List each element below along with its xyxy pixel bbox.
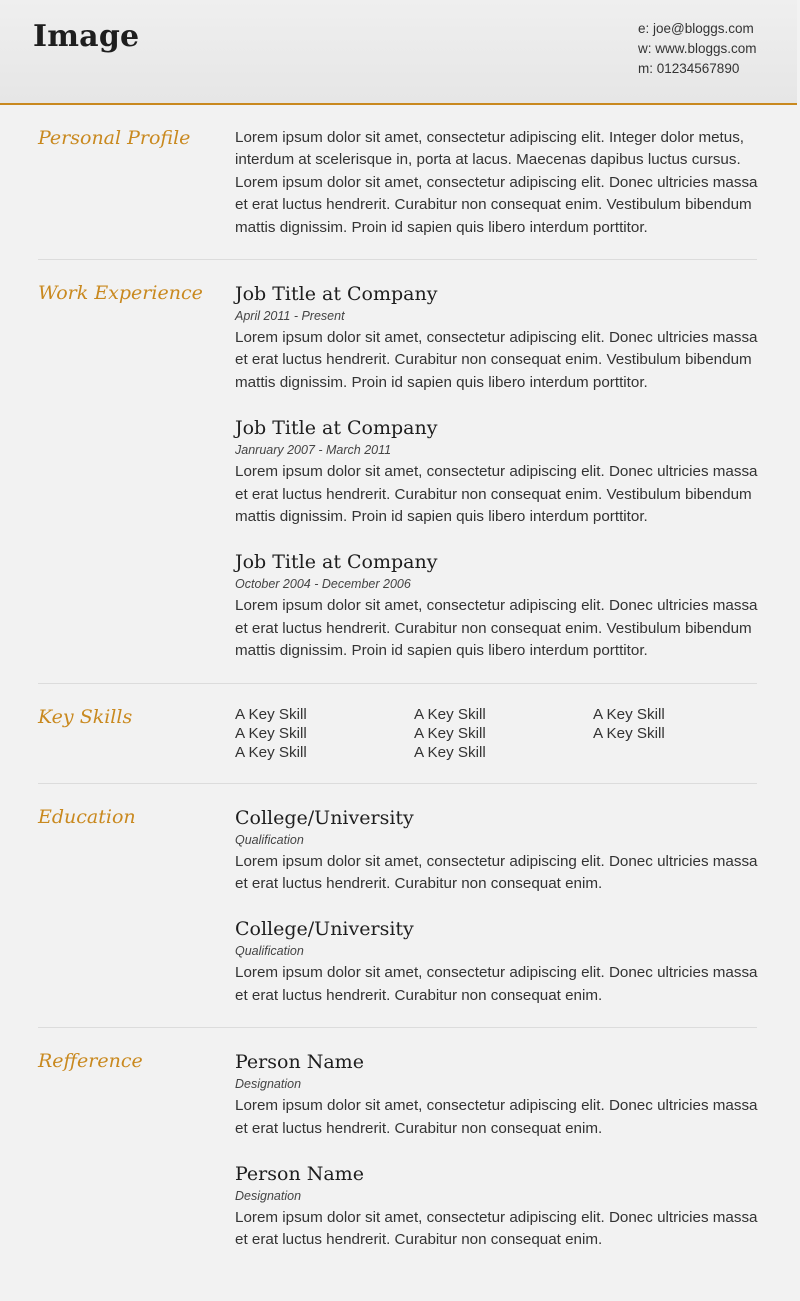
section-title-work-experience: Work Experience bbox=[38, 282, 203, 305]
job-title: Job Title at Company bbox=[235, 417, 438, 440]
job-entry bbox=[235, 416, 760, 528]
section-personal-profile bbox=[38, 105, 757, 260]
contact-email: e: joe@bloggs.com bbox=[638, 21, 754, 36]
skill-item: A Key Skill bbox=[414, 724, 486, 742]
section-education bbox=[38, 784, 757, 1029]
reference-name: Person Name bbox=[235, 1163, 364, 1186]
contact-website: w: www.bloggs.com bbox=[638, 41, 757, 56]
section-title-reference: Refference bbox=[38, 1050, 143, 1073]
skill-item: A Key Skill bbox=[414, 705, 486, 723]
section-title-education: Education bbox=[38, 805, 136, 828]
section-body-key-skills bbox=[235, 705, 760, 763]
skills-list bbox=[235, 705, 760, 763]
skill-item: A Key Skill bbox=[235, 705, 307, 723]
education-description: Lorem ipsum dolor sit amet, consectetur adipiscing elit. Donec ultricies massa et erat luctus hendrerit. Curabitur non consequat enim. bbox=[235, 852, 758, 892]
job-description: Lorem ipsum dolor sit amet, consectetur adipiscing elit. Donec ultricies massa et erat luctus hendrerit. Curabitur non consequat enim. Vestibulum bibendum mattis dignissim. Proin id sapien quis libero interdum porttitor. bbox=[235, 597, 758, 660]
education-qualification: Qualification bbox=[235, 944, 304, 959]
job-title: Job Title at Company bbox=[235, 283, 438, 306]
skill-item: A Key Skill bbox=[593, 705, 665, 723]
skill-item: A Key Skill bbox=[235, 724, 307, 742]
education-entry bbox=[235, 917, 760, 1007]
job-dates: April 2011 - Present bbox=[235, 309, 345, 324]
job-dates: Janruary 2007 - March 2011 bbox=[235, 443, 392, 458]
contact-mobile: m: 01234567890 bbox=[638, 61, 740, 76]
job-entry bbox=[235, 282, 760, 394]
education-description: Lorem ipsum dolor sit amet, consectetur adipiscing elit. Donec ultricies massa et erat luctus hendrerit. Curabitur non consequat enim. bbox=[235, 964, 758, 1004]
resume-content bbox=[38, 105, 757, 1272]
reference-name: Person Name bbox=[235, 1051, 364, 1074]
section-reference bbox=[38, 1028, 757, 1272]
section-work-experience bbox=[38, 260, 757, 684]
resume-name: Image bbox=[33, 19, 140, 54]
education-qualification: Qualification bbox=[235, 832, 304, 847]
skill-item: A Key Skill bbox=[235, 744, 307, 762]
job-entry bbox=[235, 550, 760, 662]
reference-description: Lorem ipsum dolor sit amet, consectetur adipiscing elit. Donec ultricies massa et erat luctus hendrerit. Curabitur non consequat enim. bbox=[235, 1097, 758, 1137]
section-title-personal-profile: Personal Profile bbox=[38, 127, 191, 149]
section-body-education bbox=[235, 806, 760, 1008]
reference-description: Lorem ipsum dolor sit amet, consectetur adipiscing elit. Donec ultricies massa et erat luctus hendrerit. Curabitur non consequat enim. bbox=[235, 1209, 758, 1249]
section-body-personal-profile bbox=[235, 127, 760, 239]
job-description: Lorem ipsum dolor sit amet, consectetur adipiscing elit. Donec ultricies massa et erat luctus hendrerit. Curabitur non consequat enim. Vestibulum bibendum mattis dignissim. Proin id sapien quis libero interdum porttitor. bbox=[235, 329, 758, 391]
contact-list bbox=[638, 19, 757, 79]
resume-header bbox=[0, 0, 797, 105]
job-title: Job Title at Company bbox=[235, 551, 438, 574]
skill-item: A Key Skill bbox=[593, 724, 665, 742]
profile-text: Lorem ipsum dolor sit amet, consectetur adipiscing elit. Integer dolor metus, interdum at scelerisque in, porta at lacus. Maecenas dapibus luctus cursus. Lorem ipsum dolor sit amet, consectetur adipiscing elit. Donec ultricies massa et erat luctus hendrerit. Curabitur non consequat enim. Vestibulum bibendum mattis dignissim. Proin id sapien quis libero interdum porttitor. bbox=[235, 129, 758, 236]
section-body-reference bbox=[235, 1050, 760, 1252]
reference-entry bbox=[235, 1050, 760, 1140]
education-institution: College/University bbox=[235, 918, 414, 941]
section-body-work-experience bbox=[235, 282, 760, 663]
skill-item: A Key Skill bbox=[414, 744, 486, 762]
education-institution: College/University bbox=[235, 806, 414, 829]
reference-designation: Designation bbox=[235, 1189, 302, 1204]
education-entry bbox=[235, 806, 760, 896]
section-key-skills bbox=[38, 684, 757, 784]
job-description: Lorem ipsum dolor sit amet, consectetur adipiscing elit. Donec ultricies massa et erat luctus hendrerit. Curabitur non consequat enim. Vestibulum bibendum mattis dignissim. Proin id sapien quis libero interdum porttitor. bbox=[235, 463, 758, 526]
job-dates: October 2004 - December 2006 bbox=[235, 577, 411, 592]
section-title-key-skills: Key Skills bbox=[38, 705, 133, 728]
reference-entry bbox=[235, 1162, 760, 1252]
reference-designation: Designation bbox=[235, 1077, 302, 1092]
